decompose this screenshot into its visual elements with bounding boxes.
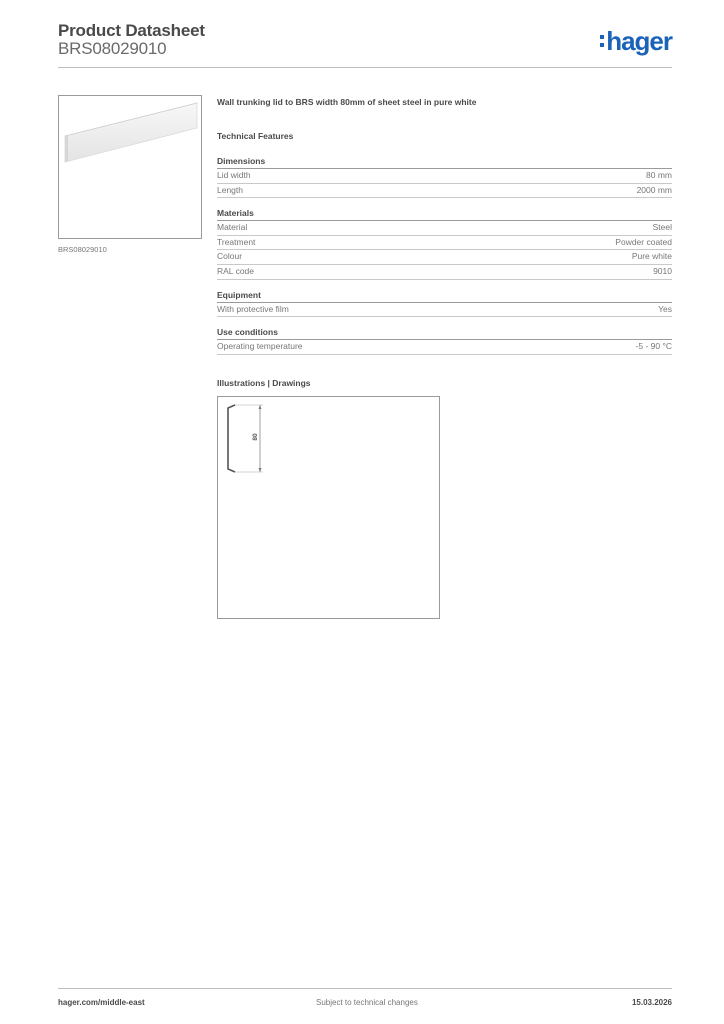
spec-value: 9010: [653, 265, 672, 276]
logo-text: hager: [606, 26, 672, 56]
product-description: Wall trunking lid to BRS width 80mm of sheet steel in pure white: [217, 97, 477, 107]
spec-label: RAL code: [217, 265, 255, 276]
group-title-equipment: Equipment: [217, 290, 672, 303]
spec-row: [217, 169, 672, 184]
spec-label: Colour: [217, 251, 243, 262]
product-details: [217, 97, 672, 388]
spec-row: [217, 221, 672, 236]
footer-divider: [58, 988, 672, 989]
spec-label: With protective film: [217, 303, 289, 314]
spec-value: Pure white: [631, 251, 672, 262]
hager-logo[interactable]: [600, 28, 672, 54]
spec-value: Steel: [652, 222, 672, 233]
spec-row: [217, 340, 672, 355]
product-reference: BRS08029010: [58, 39, 167, 58]
spec-value: -5 - 90 °C: [635, 341, 672, 352]
spec-label: Lid width: [217, 170, 251, 180]
technical-drawing: [217, 396, 440, 619]
spec-row: [217, 250, 672, 265]
spec-label: Material: [217, 222, 248, 233]
logo-dots-icon: [600, 35, 604, 47]
group-title-dimensions: Dimensions: [217, 156, 672, 169]
spec-label: Treatment: [217, 236, 256, 247]
spec-row: [217, 184, 672, 199]
trunking-lid-image: [59, 96, 201, 238]
group-title-use-conditions: Use conditions: [217, 327, 672, 340]
page-title: Product Datasheet: [58, 21, 205, 40]
lid-profile-drawing: [218, 397, 439, 618]
spec-value: 80 mm: [646, 170, 672, 180]
spec-value: Powder coated: [615, 236, 672, 247]
spec-label: Operating temperature: [217, 341, 303, 352]
spec-row: [217, 265, 672, 280]
header-divider: [58, 67, 672, 68]
technical-features-heading: Technical Features: [217, 131, 294, 141]
spec-label: Length: [217, 184, 243, 195]
footer-date: 15.03.2026: [631, 998, 672, 1007]
spec-row: [217, 236, 672, 251]
footer-website[interactable]: hager.com/middle-east: [58, 998, 145, 1007]
group-title-materials: Materials: [217, 208, 672, 221]
spec-value: 2000 mm: [636, 184, 672, 195]
dimension-label: 80: [252, 433, 259, 441]
illustrations-heading: Illustrations | Drawings: [217, 377, 311, 388]
spec-row: [217, 303, 672, 318]
product-image: [58, 95, 202, 239]
footer-notice: Subject to technical changes: [316, 998, 418, 1007]
spec-value: Yes: [658, 303, 672, 314]
image-caption: BRS08029010: [58, 245, 107, 254]
